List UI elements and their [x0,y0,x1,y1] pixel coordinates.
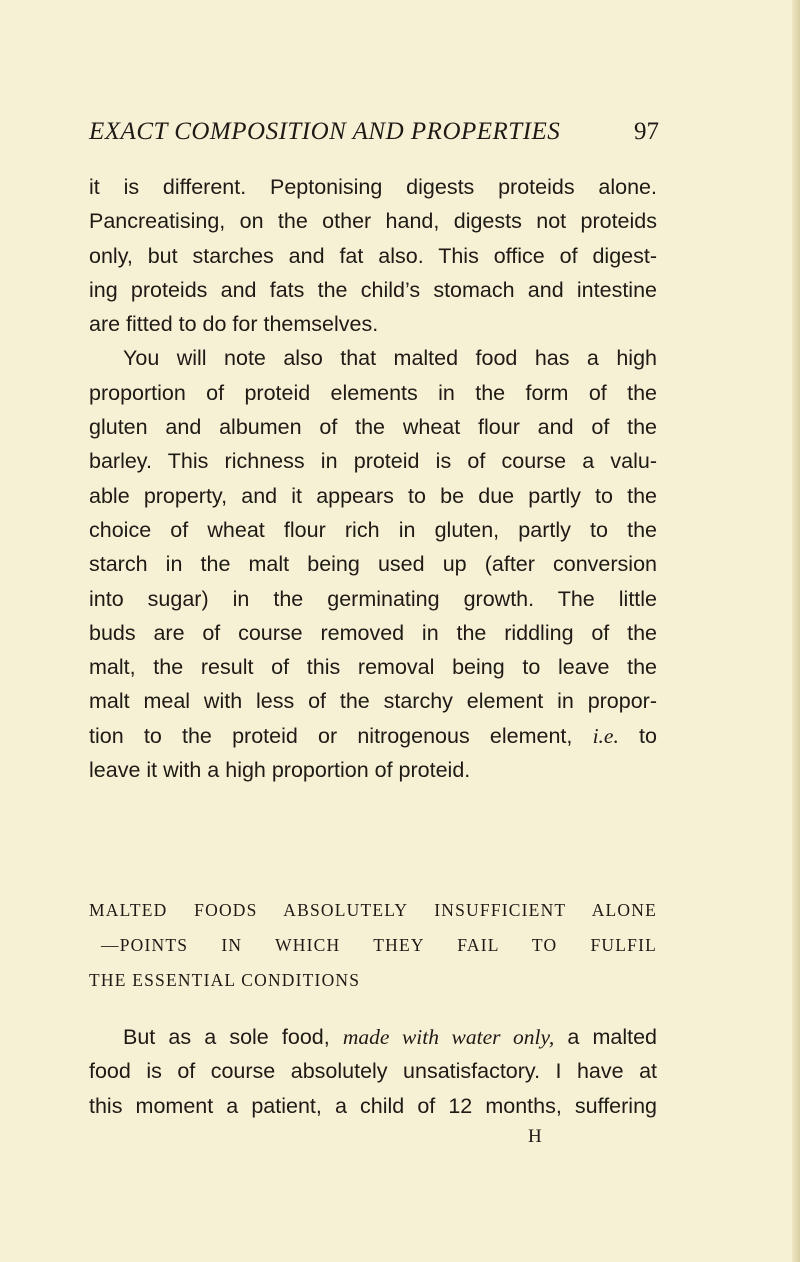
paragraph [89,1020,657,1123]
text-segment: tion to the proteid or nitrogenous element, [89,723,573,748]
text-line: ing proteids and fats the child’s stomach and intestine [89,277,657,302]
page-number: 97 [634,118,659,145]
text-line: leave it with a high proportion of proteid. [89,758,471,783]
text-line: malt, the result of this removal being to leave the [89,655,657,680]
text-line: buds are of course removed in the riddling of the [89,620,657,645]
text-line [89,1020,657,1054]
text-segment: a malted [567,1025,657,1049]
text-line: choice of wheat flour rich in gluten, partly to the [89,517,657,542]
italic-phrase: made with water only, [342,1025,555,1049]
text-line: able property, and it appears to be due partly to the [89,483,657,508]
text-line: it is different. Peptonising digests proteids alone. [89,175,657,199]
italic-abbreviation: i.e. [592,723,619,748]
page-header [89,118,659,158]
signature-mark: H [528,1126,543,1147]
paragraph [89,341,657,787]
running-head: EXACT COMPOSITION AND PROPERTIES [89,118,561,145]
body-text [89,1020,657,1123]
section-heading [89,893,657,998]
text-segment: But as a sole food, [123,1025,330,1049]
heading-line: —POINTS IN WHICH THEY FAIL TO FULFIL [101,935,657,955]
page-edge [792,0,800,1262]
text-line: barley. This richness in proteid is of course a valu- [89,449,657,474]
text-segment: to [639,723,657,748]
heading-line: MALTED FOODS ABSOLUTELY INSUFFICIENT ALONE [89,900,657,920]
text-line: only, but starches and fat also. This office of digest- [89,243,657,268]
text-line [89,719,657,753]
text-line: malt meal with less of the starchy element in propor- [89,689,657,714]
text-line: proportion of proteid elements in the form of the [89,380,657,405]
text-line: gluten and albumen of the wheat flour and of the [89,415,657,440]
heading-line: THE ESSENTIAL CONDITIONS [89,970,361,990]
text-line: into sugar) in the germinating growth. The little [89,586,657,611]
text-line: are fitted to do for themselves. [89,312,379,337]
text-line: Pancreatising, on the other hand, digests not proteids [89,209,657,234]
text-line: this moment a patient, a child of 12 months, suffering [89,1093,657,1118]
text-line: You will note also that malted food has a high [123,346,657,371]
body-text [89,170,657,787]
paragraph [89,170,657,341]
text-line: starch in the malt being used up (after conversion [89,552,657,577]
text-line: food is of course absolutely unsatisfactory. I have at [89,1059,657,1084]
